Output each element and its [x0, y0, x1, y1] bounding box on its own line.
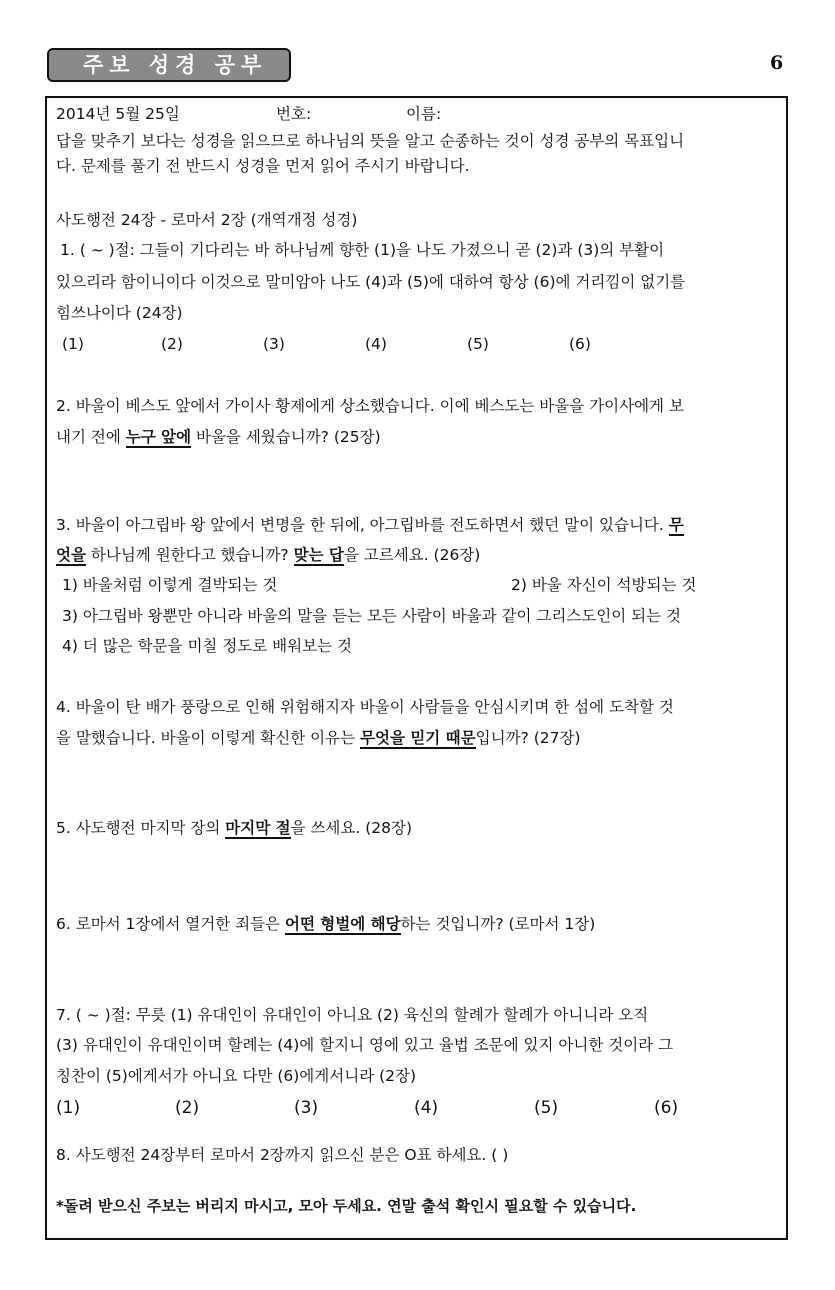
- q3-option-4: 4) 더 많은 학문을 미칠 정도로 배워보는 것: [62, 637, 352, 655]
- q7-line-1: 7. ( ~ )절: 무릇 (1) 유대인이 유대인이 아니요 (2) 육신의 할례가 할례가 아니니라 오직: [56, 1006, 649, 1024]
- q2-text: 내기 전에: [56, 428, 126, 446]
- q3-keyword-b: 엇을: [56, 546, 86, 564]
- q3-text-end: 을 고르세요. (26장): [343, 546, 481, 564]
- q8-line: 8. 사도행전 24장부터 로마서 2장까지 읽으신 분은 O표 하세요. ( ): [56, 1146, 509, 1164]
- q6-line: [56, 914, 595, 934]
- number-label: 번호:: [276, 105, 312, 123]
- q1-blank-1: (1): [62, 335, 84, 353]
- q1-line-1: 1. ( ~ )절: 그들이 기다리는 바 하나님께 향한 (1)을 나도 가졌으니 곧 (2)과 (3)의 부활이: [60, 241, 665, 259]
- q4-text: 을 말했습니다. 바울이 이렇게 확신한 이유는: [56, 729, 361, 747]
- page-number: 6: [770, 52, 784, 74]
- q2-line-1: 2. 바울이 베스도 앞에서 가이사 황제에게 상소했습니다. 이에 베스도는 바울을 가이사에게 보: [56, 397, 684, 415]
- q3-text: 3. 바울이 아그립바 왕 앞에서 변명을 한 뒤에, 아그립바를 전도하면서 했던 말이 있습니다.: [56, 516, 669, 534]
- q7-line-3: 칭찬이 (5)에게서가 아니요 다만 (6)에게서니라 (2장): [56, 1067, 417, 1085]
- q4-line-2: [56, 728, 581, 748]
- q3-text-mid: 하나님께 원한다고 했습니까?: [85, 546, 294, 564]
- footer-note: *돌려 받으신 주보는 버리지 마시고, 모아 두세요. 연말 출석 확인시 필요할 수 있습니다.: [56, 1197, 637, 1215]
- q5-text: 5. 사도행전 마지막 장의: [56, 819, 226, 837]
- q4-line-1: 4. 바울이 탄 배가 풍랑으로 인해 위험해지자 바울이 사람들을 안심시키며 한 섬에 도착할 것: [56, 698, 674, 716]
- q7-blank-4: (4): [414, 1098, 439, 1118]
- q3-keyword-a: 무: [668, 516, 684, 534]
- q3-line-1: [56, 515, 684, 535]
- scope-heading: 사도행전 24장 - 로마서 2장 (개역개정 성경): [56, 211, 358, 229]
- q2-text-end: 바울을 세웠습니까? (25장): [191, 428, 381, 446]
- q7-line-2: (3) 유대인이 유대인이며 할례는 (4)에 할지니 영에 있고 율법 조문에 있지 아니한 것이라 그: [56, 1036, 674, 1054]
- q7-blank-5: (5): [534, 1098, 559, 1118]
- q1-blank-5: (5): [467, 335, 489, 353]
- intro-line-1: 답을 맞추기 보다는 성경을 읽으므로 하나님의 뜻을 알고 순종하는 것이 성경 공부의 목표입니: [56, 132, 685, 150]
- q7-blank-6: (6): [654, 1098, 679, 1118]
- q1-line-2: 있으리라 함이니이다 이것으로 말미암아 나도 (4)과 (5)에 대하여 항상 (6)에 거리낌이 없기를: [56, 273, 686, 291]
- q1-blank-4: (4): [365, 335, 387, 353]
- q7-blank-2: (2): [175, 1098, 200, 1118]
- q1-blank-2: (2): [161, 335, 183, 353]
- q4-text-end: 입니까? (27장): [475, 729, 581, 747]
- q1-blank-3: (3): [263, 335, 285, 353]
- q3-option-3: 3) 아그립바 왕뿐만 아니라 바울의 말을 듣는 모든 사람이 바울과 같이 그리스도인이 되는 것: [62, 607, 681, 625]
- name-label: 이름:: [406, 105, 442, 123]
- q2-keyword: 누구 앞에: [125, 428, 192, 446]
- header-title: 주보 성경 공부: [47, 48, 291, 82]
- intro-line-2: 다. 문제를 풀기 전 반드시 성경을 먼저 읽어 주시기 바랍니다.: [56, 157, 470, 175]
- date: 2014년 5월 25일: [56, 105, 180, 123]
- q1-blank-6: (6): [569, 335, 591, 353]
- q4-keyword: 무엇을 믿기 때문: [360, 729, 476, 747]
- q7-blank-1: (1): [56, 1098, 81, 1118]
- q5-line: [56, 818, 412, 838]
- q3-keyword-c: 맞는 답: [293, 546, 344, 564]
- q7-blank-3: (3): [294, 1098, 319, 1118]
- q1-line-3: 힘쓰나이다 (24장): [56, 304, 183, 322]
- q6-text: 6. 로마서 1장에서 열거한 죄들은: [56, 915, 285, 933]
- q6-text-end: 하는 것입니까? (로마서 1장): [400, 915, 596, 933]
- q3-line-2: [56, 545, 480, 565]
- q5-keyword: 마지막 절: [225, 819, 291, 837]
- q2-line-2: [56, 427, 381, 447]
- q6-keyword: 어떤 형벌에 해당: [284, 915, 401, 933]
- q3-option-1: 1) 바울처럼 이렇게 결박되는 것: [62, 576, 278, 594]
- q3-option-2: 2) 바울 자신이 석방되는 것: [511, 576, 697, 594]
- q5-text-end: 을 쓰세요. (28장): [290, 819, 413, 837]
- meta-line: [56, 104, 441, 124]
